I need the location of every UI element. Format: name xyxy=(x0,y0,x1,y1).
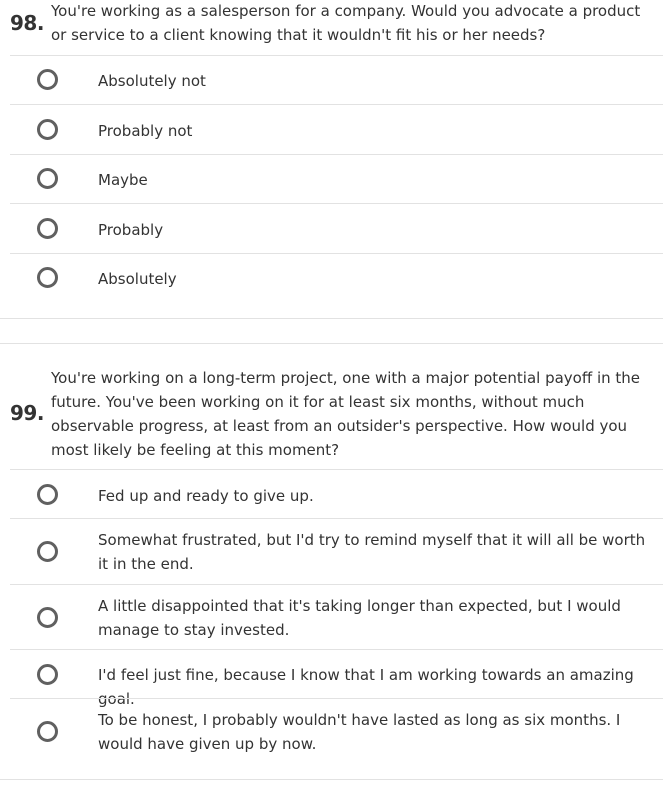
option-feel-fine[interactable] xyxy=(10,649,663,708)
section-divider xyxy=(0,318,663,319)
option-label: Absolutely not xyxy=(98,72,206,90)
option-little-disappointed[interactable] xyxy=(10,584,663,650)
option-label: Somewhat frustrated, but I'd try to remind myself that it will all be worth it in the end. xyxy=(98,531,646,573)
section-divider xyxy=(0,779,663,780)
radio-button[interactable] xyxy=(37,267,58,288)
option-probably-not[interactable] xyxy=(10,104,663,154)
option-label: To be honest, I probably wouldn't have lasted as long as six months. I would have given up by now. xyxy=(98,711,621,753)
radio-button[interactable] xyxy=(37,721,58,742)
radio-button[interactable] xyxy=(37,607,58,628)
question-number: 99. xyxy=(10,401,44,425)
radio-button[interactable] xyxy=(37,218,58,239)
option-label: Maybe xyxy=(98,171,148,189)
radio-button[interactable] xyxy=(37,664,58,685)
question-text: You're working on a long-term project, one with a major potential payoff in the future. You've been working on it for at least six months, without much observable progress, at least from an outsider's perspective. How would you most likely be feeling at this moment? xyxy=(51,369,640,459)
option-label: Fed up and ready to give up. xyxy=(98,487,314,505)
radio-button[interactable] xyxy=(37,168,58,189)
option-label: Probably not xyxy=(98,122,193,140)
question-text: You're working as a salesperson for a company. Would you advocate a product or service to a client knowing that it wouldn't fit his or her needs? xyxy=(51,2,641,44)
option-absolutely[interactable] xyxy=(10,253,663,303)
option-label: I'd feel just fine, because I know that I am working towards an amazing goal. xyxy=(98,666,634,708)
option-maybe[interactable] xyxy=(10,154,663,204)
radio-button[interactable] xyxy=(37,69,58,90)
question-number: 98. xyxy=(10,11,44,35)
option-given-up[interactable] xyxy=(10,698,663,764)
option-somewhat-frustrated[interactable] xyxy=(10,518,663,585)
option-label: A little disappointed that it's taking longer than expected, but I would manage to stay invested. xyxy=(98,597,621,639)
section-divider xyxy=(0,343,663,344)
radio-button[interactable] xyxy=(37,484,58,505)
option-probably[interactable] xyxy=(10,203,663,253)
option-label: Absolutely xyxy=(98,270,177,288)
option-absolutely-not[interactable] xyxy=(10,55,663,105)
option-label: Probably xyxy=(98,221,164,239)
option-fed-up[interactable] xyxy=(10,469,663,519)
radio-button[interactable] xyxy=(37,119,58,140)
radio-button[interactable] xyxy=(37,541,58,562)
